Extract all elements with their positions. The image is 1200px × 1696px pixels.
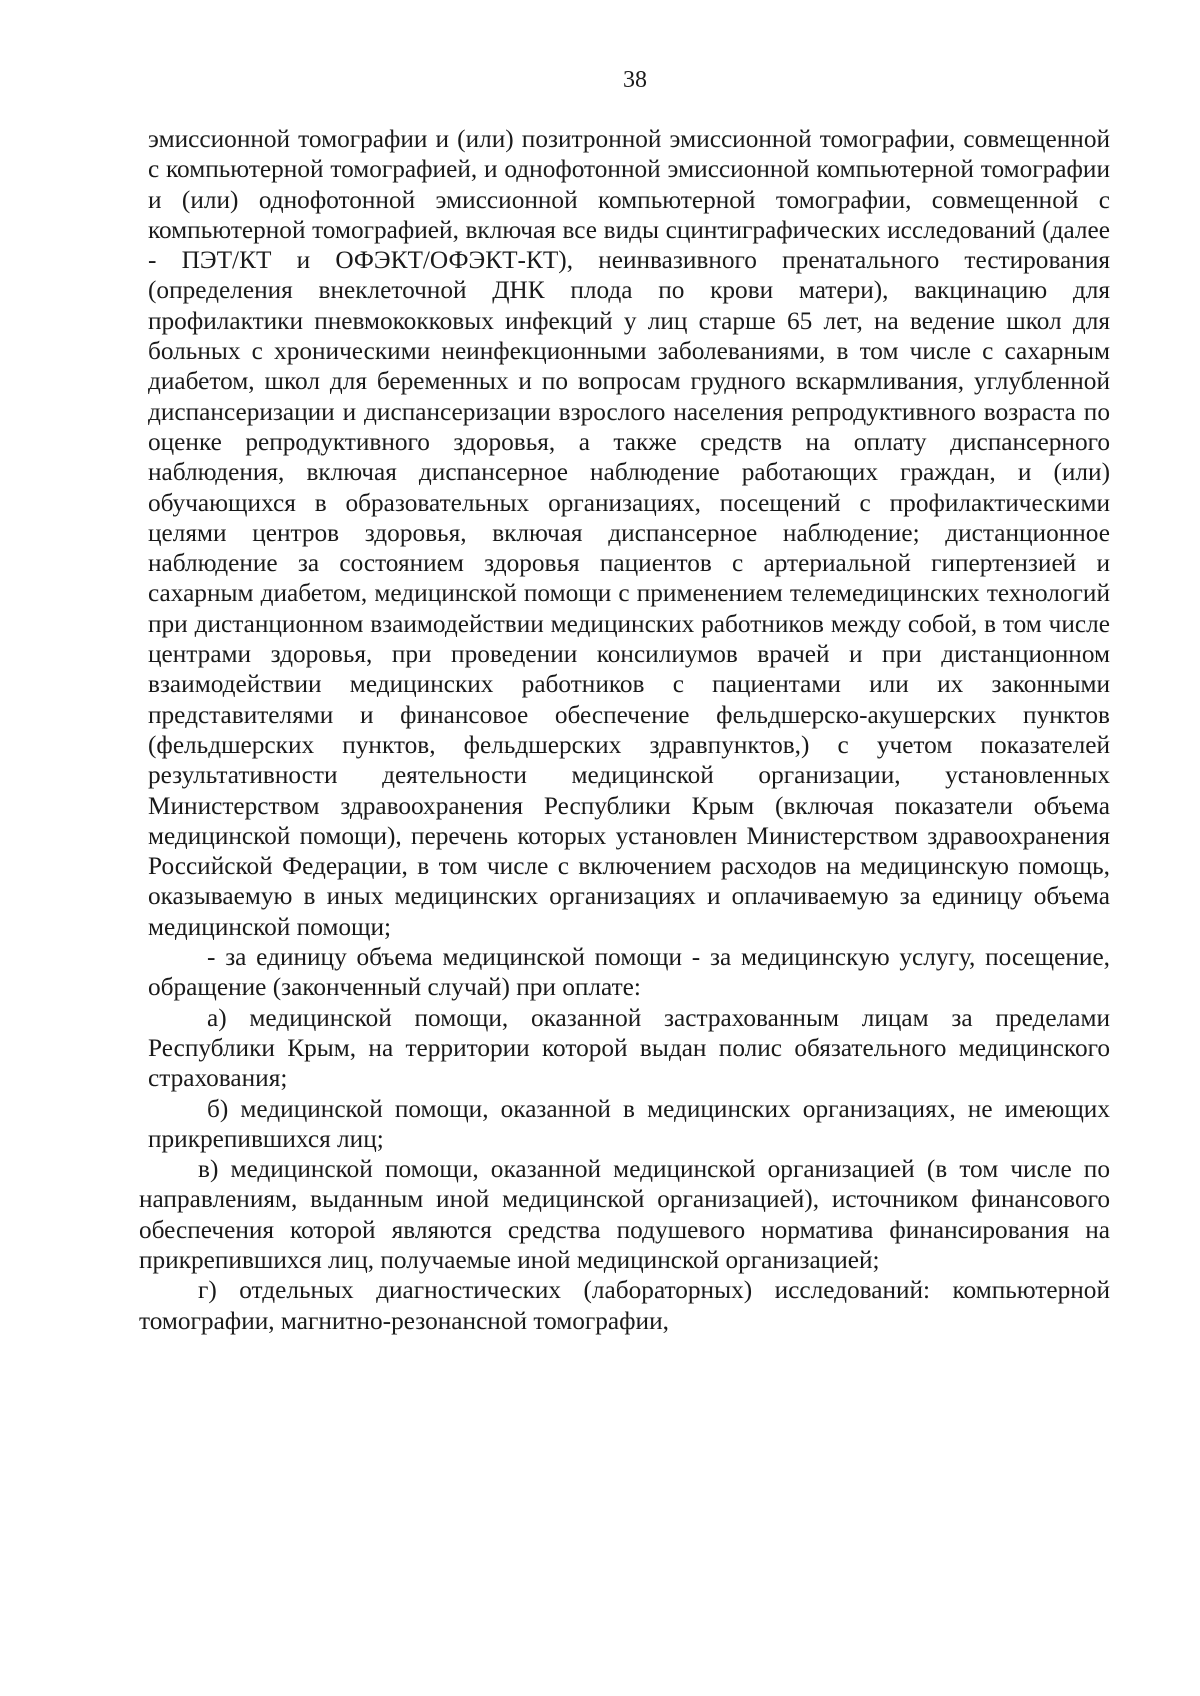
paragraph-item-a: а) медицинской помощи, оказанной застрахованным лицам за пределами Республики Крым, на территории которой выдан полис обязательного медицинского страхования;	[148, 1003, 1110, 1093]
paragraph-continuation: эмиссионной томографии и (или) позитронной эмиссионной томографии, совмещенной с компьютерной томографией, и однофотонной эмиссионной компьютерной томографии и (или) однофотонной эмиссионной компьютерной томографии, совмещенной с компьютерной томографией, включая все виды сцинтиграфических исследований (далее - ПЭТ/КТ и ОФЭКТ/ОФЭКТ-КТ), неинвазивного пренатального тестирования (определения внеклеточной ДНК плода по крови матери), вакцинацию для профилактики пневмококковых инфекций у лиц старше 65 лет, на ведение школ для больных с хроническими неинфекционными заболеваниями, в том числе с сахарным диабетом, школ для беременных и по вопросам грудного вскармливания, углубленной диспансеризации и диспансеризации взрослого населения репродуктивного возраста по оценке репродуктивного здоровья, а также средств на оплату диспансерного наблюдения, включая диспансерное наблюдение работающих граждан, и (или) обучающихся в образовательных организациях, посещений с профилактическими целями центров здоровья, включая диспансерное наблюдение; дистанционное наблюдение за состоянием здоровья пациентов с артериальной гипертензией и сахарным диабетом, медицинской помощи с применением телемедицинских технологий при дистанционном взаимодействии медицинских работников между собой, в том числе центрами здоровья, при проведении консилиумов врачей и при дистанционном взаимодействии медицинских работников с пациентами или их законными представителями и финансовое обеспечение фельдшерско-акушерских пунктов (фельдшерских пунктов, фельдшерских здравпунктов,) с учетом показателей результативности деятельности медицинской организации, установленных Министерством здравоохранения Республики Крым (включая показатели объема медицинской помощи), перечень которых установлен Министерством здравоохранения Российской Федерации, в том числе с включением расходов на медицинскую помощь, оказываемую в иных медицинских организациях и оплачиваемую за единицу объема медицинской помощи;	[148, 125, 1110, 941]
paragraph-item-b: б) медицинской помощи, оказанной в медицинских организациях, не имеющих прикрепившихся лиц;	[148, 1094, 1110, 1153]
document-body	[139, 124, 1110, 1336]
paragraph-item-g: г) отдельных диагностических (лабораторных) исследований: компьютерной томографии, магнитно-резонансной томографии,	[139, 1276, 1110, 1335]
paragraph-item-v: в) медицинской помощи, оказанной медицинской организацией (в том числе по направлениям, выданным иной медицинской организацией), источником финансового обеспечения которой являются средства подушевого норматива финансирования на прикрепившихся лиц, получаемые иной медицинской организацией;	[139, 1155, 1110, 1274]
paragraph-payment-per-unit: - за единицу объема медицинской помощи - за медицинскую услугу, посещение, обращение (законченный случай) при оплате:	[148, 943, 1110, 1002]
page-number: 38	[623, 67, 647, 93]
